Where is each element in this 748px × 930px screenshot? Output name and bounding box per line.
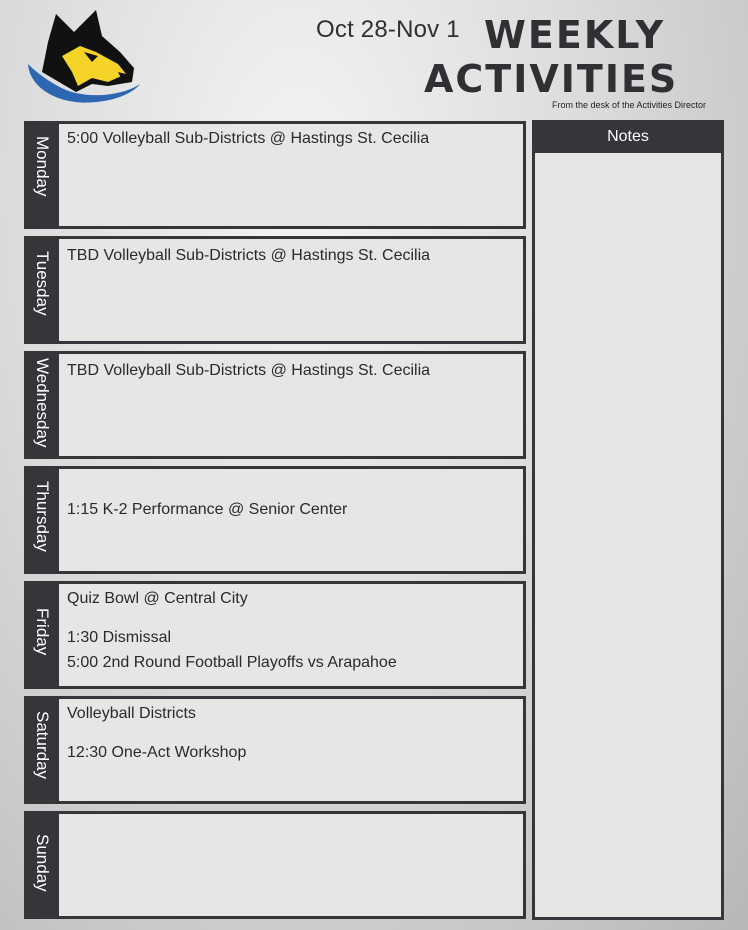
husky-logo	[22, 2, 146, 106]
entry: TBD Volleyball Sub-Districts @ Hastings St. Cecilia	[67, 362, 431, 379]
title-activities: ACTIVITIES	[424, 57, 679, 101]
entry: Quiz Bowl @ Central City	[67, 590, 248, 607]
day-label-wednesday: Wednesday	[27, 354, 59, 456]
entry: 5:00 Volleyball Sub-Districts @ Hastings St. Cecilia	[67, 130, 430, 147]
day-box-friday	[24, 581, 526, 689]
subtitle: From the desk of the Activities Director	[552, 100, 707, 110]
day-box-sunday	[24, 811, 526, 919]
day-box-tuesday	[24, 236, 526, 344]
notes-title: Notes	[535, 123, 721, 153]
entry: TBD Volleyball Sub-Districts @ Hastings St. Cecilia	[67, 247, 431, 264]
entry: 5:00 2nd Round Football Playoffs vs Arapahoe	[67, 654, 397, 671]
day-label-tuesday: Tuesday	[27, 239, 59, 341]
day-label-saturday: Saturday	[27, 699, 59, 801]
day-box-monday	[24, 121, 526, 229]
entry: Volleyball Districts	[67, 705, 196, 722]
day-label-monday: Monday	[27, 124, 59, 226]
entry: 1:30 Dismissal	[67, 629, 172, 646]
entry: 1:15 K-2 Performance @ Senior Center	[67, 501, 348, 518]
day-label-sunday: Sunday	[27, 814, 59, 916]
day-label-thursday: Thursday	[27, 469, 59, 571]
date-range: Oct 28-Nov 1	[316, 16, 460, 43]
day-box-wednesday	[24, 351, 526, 459]
title-weekly: WEEKLY	[484, 13, 666, 57]
entry: 12:30 One-Act Workshop	[67, 744, 247, 761]
notes-panel	[532, 120, 724, 920]
day-box-saturday	[24, 696, 526, 804]
day-label-friday: Friday	[27, 584, 59, 686]
day-box-thursday	[24, 466, 526, 574]
